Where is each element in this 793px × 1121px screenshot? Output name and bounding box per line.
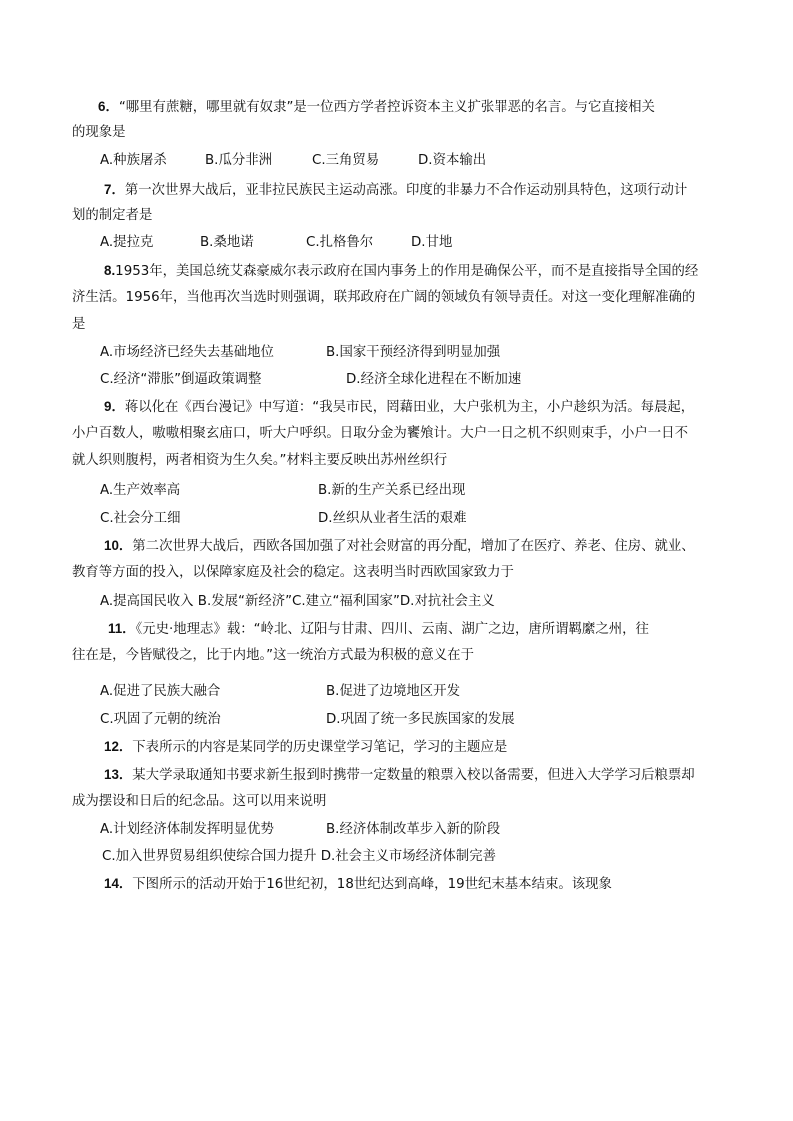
question-text: 《元史·地理志》载：“岭北、辽阳与甘肃、四川、云南、湖广之边，唐所谓羁縻之州，往 bbox=[135, 622, 649, 637]
option-a: A.市场经济已经失去基础地位 bbox=[100, 345, 274, 360]
question-number: 11． bbox=[108, 621, 136, 636]
option-c: C.扎格鲁尔 bbox=[306, 235, 374, 250]
option-a: A.计划经济体制发挥明显优势 bbox=[100, 822, 274, 837]
option-b: B.国家干预经济得到明显加强 bbox=[326, 345, 501, 360]
question-text: 某大学录取通知书要求新生报到时携带一定数量的粮票入校以备需要，但进入大学学习后粮票却 bbox=[132, 768, 695, 783]
question-8-line-2: 济生活。1956年，当他再次当选时则强调，联邦政府在广阔的领域负有领导责任。对这一变化理解准确的 bbox=[72, 290, 696, 305]
question-13-line-2: 成为摆设和日后的纪念品。这可以用来说明 bbox=[72, 794, 327, 809]
option-b: B.瓜分非洲 bbox=[205, 153, 273, 168]
question-11-line-2: 往在是，今皆赋役之，比于内地。”这一统治方式最为积极的意义在于 bbox=[72, 648, 474, 663]
option-d: D.甘地 bbox=[411, 235, 453, 250]
question-13-line-1 bbox=[104, 766, 695, 785]
question-8-line-1 bbox=[104, 262, 698, 281]
question-10-line-2: 教育等方面的投入，以保障家庭及社会的稳定。这表明当时西欧国家致力于 bbox=[72, 565, 514, 580]
question-text: 下图所示的活动开始于16世纪初，18世纪达到高峰，19世纪末基本结束。该现象 bbox=[132, 877, 612, 892]
option-c: C.社会分工细 bbox=[100, 511, 181, 526]
option-a: A.种族屠杀 bbox=[100, 153, 167, 168]
option-d: D.经济全球化进程在不断加速 bbox=[346, 372, 522, 387]
question-number: 6． bbox=[98, 99, 119, 114]
option-b: B.经济体制改革步入新的阶段 bbox=[326, 822, 501, 837]
question-text: 1953年，美国总统艾森豪威尔表示政府在国内事务上的作用是确保公平，而不是直接指导全国的经 bbox=[115, 264, 699, 279]
question-number: 8. bbox=[104, 263, 116, 278]
option-b: B.桑地诺 bbox=[200, 235, 254, 250]
question-11-line-1 bbox=[108, 620, 649, 639]
question-7-line-1 bbox=[104, 181, 687, 200]
option-d: D.资本输出 bbox=[418, 153, 487, 168]
question-number: 14． bbox=[104, 876, 133, 891]
question-number: 12． bbox=[104, 739, 133, 754]
question-8-line-3: 是 bbox=[72, 317, 86, 332]
question-text: “哪里有蔗糖，哪里就有奴隶”是一位西方学者控诉资本主义扩张罪恶的名言。与它直接相关 bbox=[118, 100, 655, 115]
option-a: A.提拉克 bbox=[100, 235, 154, 250]
option-b: B.促进了边境地区开发 bbox=[326, 684, 460, 699]
options-line: C.加入世界贸易组织使综合国力提升 D.社会主义市场经济体制完善 bbox=[102, 849, 496, 864]
question-7-line-2: 划的制定者是 bbox=[72, 208, 153, 223]
option-b: B.新的生产关系已经出现 bbox=[318, 483, 466, 498]
option-c: C.三角贸易 bbox=[312, 153, 380, 168]
question-9-line-3: 就人织则腹枵，两者相资为生久矣。”材料主要反映出苏州丝织行 bbox=[72, 453, 448, 468]
question-text: 第二次世界大战后，西欧各国加强了对社会财富的再分配，增加了在医疗、养老、住房、就业、 bbox=[132, 539, 695, 554]
option-d: D.巩固了统一多民族国家的发展 bbox=[326, 712, 515, 727]
option-a: A.促进了民族大融合 bbox=[100, 684, 221, 699]
options-line: A.提高国民收入 B.发展“新经济”C.建立“福利国家”D.对抗社会主义 bbox=[100, 594, 495, 609]
option-c: C.经济“滞胀”倒逼政策调整 bbox=[100, 372, 262, 387]
question-10-line-1 bbox=[104, 537, 695, 556]
option-c: C.巩固了元朝的统治 bbox=[100, 712, 221, 727]
question-number: 9． bbox=[104, 399, 125, 414]
option-a: A.生产效率高 bbox=[100, 483, 181, 498]
option-d: D.丝织从业者生活的艰难 bbox=[318, 511, 467, 526]
question-number: 13． bbox=[104, 767, 133, 782]
question-text: 蒋以化在《西台漫记》中写道：“我吴市民，罔藉田业，大户张机为主，小户趁织为活。每晨起， bbox=[124, 400, 695, 415]
question-14-line-1 bbox=[104, 875, 612, 894]
question-text: 下表所示的内容是某同学的历史课堂学习笔记，学习的主题应是 bbox=[132, 740, 508, 755]
question-9-line-2: 小户百数人，嗷嗷相聚玄庙口，听大户呼织。日取分金为饔飧计。大户一日之机不织则束手，小户一日不 bbox=[72, 426, 688, 441]
question-12-line-1 bbox=[104, 738, 507, 757]
question-text: 第一次世界大战后，亚非拉民族民主运动高涨。印度的非暴力不合作运动别具特色，这项行动计 bbox=[124, 183, 688, 198]
question-6-line-2: 的现象是 bbox=[72, 125, 126, 140]
question-6-line-1 bbox=[98, 98, 655, 117]
question-9-line-1 bbox=[104, 398, 694, 417]
question-number: 10． bbox=[104, 538, 133, 553]
question-number: 7． bbox=[104, 182, 125, 197]
